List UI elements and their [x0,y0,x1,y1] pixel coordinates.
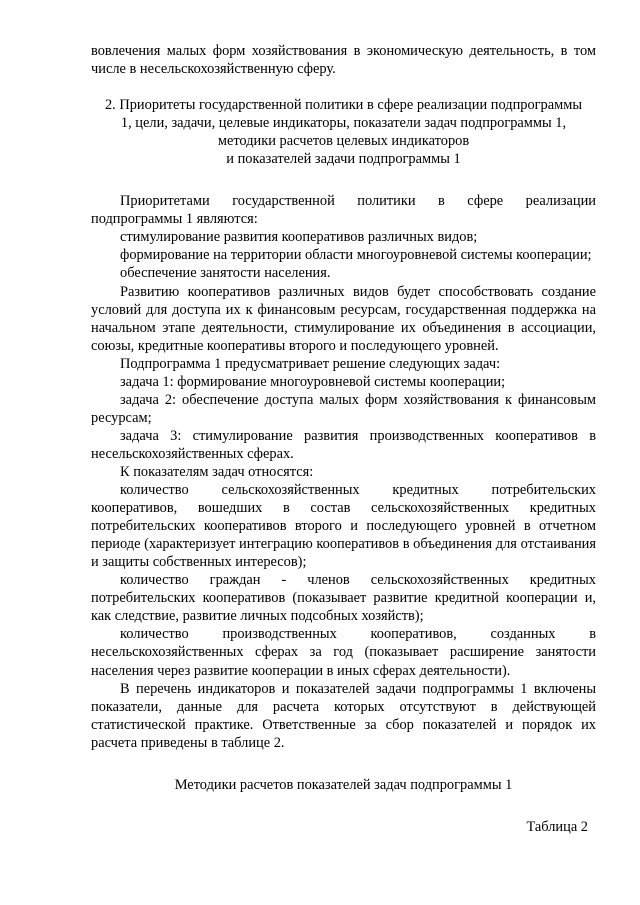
indicator-item: количество сельскохозяйственных кредитных потребительских кооперативов, вошедших в состав сельскохозяйственных кредитных потребительских кооперативов второго и последующего уровней в отчетном периоде (характеризует интеграцию кооперативов в объединения для отстаивания и защиты собственных интересов); [91,482,596,571]
spacer [91,78,596,96]
intro-paragraph: вовлечения малых форм хозяйствования в экономическую деятельность, в том числе в несельскохозяйственную сферу. [91,43,596,78]
document-page [91,42,596,836]
indicator-item: количество производственных кооперативов, созданных в несельскохозяйственных сферах за год (показывает расширение занятости населения через развитие кооперации в иных сферах деятельности). [91,626,596,679]
spacer [91,752,596,776]
task-item: задача 1: формирование многоуровневой системы кооперации; [120,373,506,390]
task-item: задача 3: стимулирование развития производственных кооперативов в несельскохозяйственных сферах. [91,427,596,462]
indicator-item: количество граждан - членов сельскохозяйственных кредитных потребительских кооперативов (показывает развитие кредитной кооперации и, как следствие, развитие личных подсобных хозяйств); [91,572,596,625]
spacer [91,794,596,818]
table-label: Таблица 2 [526,818,588,835]
tasks-intro: Подпрограмма 1 предусматривает решение следующих задач: [120,355,501,372]
section-heading-line: 2. Приоритеты государственной политики в сфере реализации подпрограммы [104,97,583,114]
methods-title: Методики расчетов показателей задач подпрограммы 1 [174,776,513,793]
task-item: задача 2: обеспечение доступа малых форм хозяйствования к финансовым ресурсам; [91,391,596,426]
indicators-intro: К показателям задач относятся: [120,463,314,480]
section-heading-line: методики расчетов целевых индикаторов [217,133,470,150]
priorities-intro: Приоритетами государственной политики в сфере реализации подпрограммы 1 являются: [91,193,596,228]
spacer [91,168,596,192]
priority-item: стимулирование развития кооперативов различных видов; [120,229,478,246]
section-heading-line: и показателей задачи подпрограммы 1 [226,151,461,168]
section-heading-line: 1, цели, задачи, целевые индикаторы, показатели задач подпрограммы 1, [120,115,567,132]
priority-item: обеспечение занятости населения. [120,265,331,282]
closing-paragraph: В перечень индикаторов и показателей задачи подпрограммы 1 включены показатели, данные для расчета которых отсутствуют в действующей статистической практике. Ответственные за сбор показателей и порядок их расчета приведены в таблице 2. [91,680,596,751]
priority-item: формирование на территории области многоуровневой системы кооперации; [120,247,592,264]
section-heading [91,96,596,168]
development-paragraph: Развитию кооперативов различных видов будет способствовать создание условий для доступа их к финансовым ресурсам, государственная поддержка на начальном этапе деятельности, стимулирование их объединения в ассоциации, союзы, кредитные кооперативы второго и последующего уровней. [91,283,596,354]
